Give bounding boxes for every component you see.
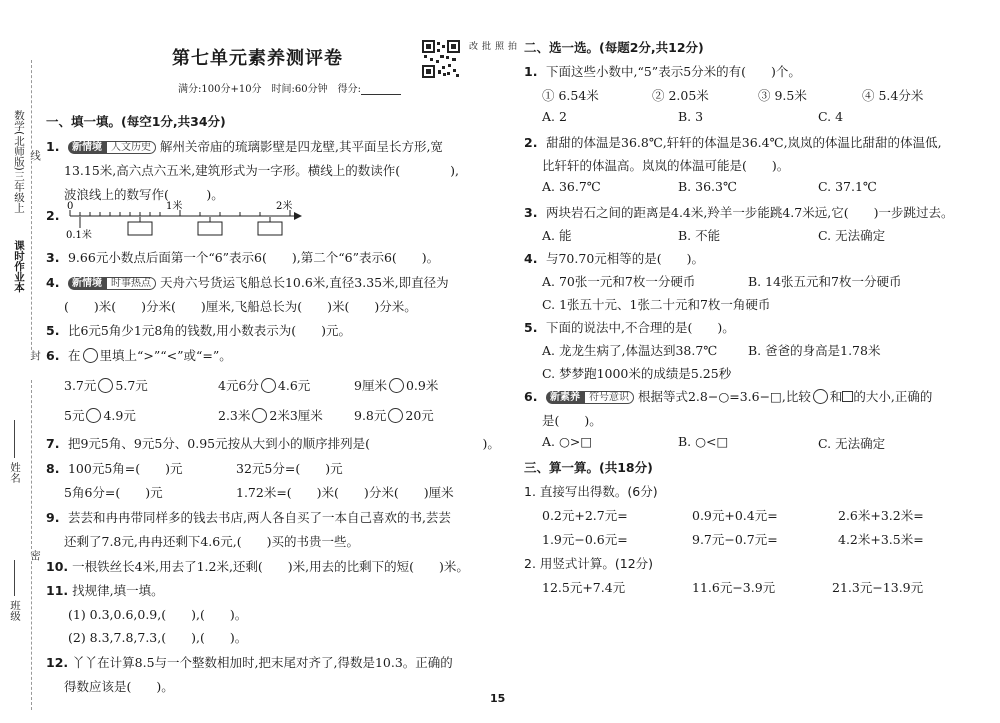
choice-b[interactable]: B. 36.3℃	[678, 179, 737, 194]
q2-line	[46, 208, 64, 223]
question-number: 2.	[524, 135, 538, 150]
compare-left: 2.3米	[218, 408, 251, 423]
cut-dashline	[31, 60, 32, 360]
q1-line-1	[46, 137, 443, 155]
q1-line-2: 13.15米,高六点六五米,建筑形式为一字形。横线上的数读作( ),	[64, 163, 459, 178]
question-text: 在	[67, 348, 81, 363]
q4-line-2: ( )米( )分米( )厘米,飞船总长为( )米( )分米。	[64, 299, 417, 314]
compare-item	[218, 376, 310, 394]
mc1-stem	[524, 62, 801, 80]
ruler-label-0-1m: 0.1米	[66, 230, 92, 241]
question-number: 8.	[46, 461, 60, 476]
item-option: ① 6.54米	[542, 88, 599, 103]
choice-b[interactable]: B. 爸爸的身高是1.78米	[748, 343, 881, 358]
question-text: 一根铁丝长4米,用去了1.2米,还剩( )米,用去的比剩下的短( )米。	[72, 559, 469, 574]
choice-a[interactable]: A. 能	[542, 228, 572, 243]
number-line-diagram	[64, 200, 304, 244]
q8-line-2	[64, 483, 494, 501]
calc-item: 11.6元−3.9元	[692, 580, 776, 595]
choice-b[interactable]: B. ○<□	[678, 434, 729, 449]
compare-right: 4.9元	[103, 408, 136, 423]
question-text: 里填上“>”“<”或“=”。	[99, 348, 232, 363]
calc-item: 4.2米+3.5米=	[838, 532, 924, 547]
choice-c[interactable]: C. 无法确定	[818, 228, 886, 243]
mc4-stem	[524, 249, 704, 267]
qr-code-icon[interactable]	[422, 40, 460, 78]
question-number: 1.	[524, 64, 538, 79]
page-number: 15	[490, 692, 506, 705]
compare-item	[64, 406, 136, 424]
q10-line	[46, 557, 469, 575]
compare-right: 4.6元	[277, 378, 311, 393]
q3-line	[46, 248, 439, 266]
question-number: 4.	[46, 275, 60, 290]
name-label: 姓名	[9, 462, 21, 483]
q11-sub-1: (1) 0.3,0.6,0.9,( ),( )。	[68, 607, 248, 622]
compare-circle[interactable]	[98, 378, 113, 393]
vertical-calc-workspace[interactable]	[542, 600, 982, 690]
question-text: 下面这些小数中,“5”表示5分米的有( )个。	[545, 64, 801, 79]
question-number: 9.	[46, 510, 60, 525]
subject-label: 数学(北师版)三年级上	[13, 110, 25, 213]
question-number: 3.	[46, 250, 60, 265]
badge-tag: 时事热点	[106, 277, 156, 290]
score-field[interactable]	[361, 85, 401, 95]
name-field[interactable]	[14, 420, 15, 458]
compare-left: 9厘米	[354, 378, 387, 393]
conversion-item: 100元5角=( )元	[67, 461, 183, 476]
cut-mark-2: 封	[29, 350, 41, 361]
question-text: 与70.70元相等的是( )。	[545, 251, 705, 266]
brand-label: 课时作业本	[13, 240, 25, 293]
choice-b[interactable]: B. 14张五元和7枚一分硬币	[748, 274, 902, 289]
q1-line-3: 波浪线上的数写作( )。	[64, 187, 224, 202]
q11-sub-2: (2) 8.3,7.8,7.3,( ),( )。	[68, 630, 248, 645]
question-number: 6.	[46, 348, 60, 363]
exam-info	[178, 80, 401, 95]
compare-circle[interactable]	[86, 408, 101, 423]
q5-line	[46, 321, 351, 339]
calc-item: 0.9元+0.4元=	[692, 508, 778, 523]
choice-a[interactable]: A. ○>□	[542, 434, 593, 449]
choice-c[interactable]: C. 梦梦跑1000米的成绩是5.25秒	[542, 366, 732, 381]
section-1-heading: 一、填一填。(每空1分,共34分)	[46, 114, 226, 129]
mc4-choices-2	[542, 295, 770, 313]
calc-q1-stem: 1. 直接写出得数。(6分)	[524, 484, 658, 499]
compare-circle[interactable]	[388, 408, 403, 423]
question-number: 4.	[524, 251, 538, 266]
calc-q2-stem: 2. 用竖式计算。(12分)	[524, 556, 654, 571]
compare-left: 4元6分	[218, 378, 259, 393]
q4-line-1	[46, 273, 449, 291]
choice-a[interactable]: A. 36.7℃	[542, 179, 601, 194]
choice-c[interactable]: C. 4	[818, 109, 844, 124]
compare-item	[354, 406, 434, 424]
calc-item: 21.3元−13.9元	[832, 580, 924, 595]
calc-item: 9.7元−0.7元=	[692, 532, 778, 547]
qr-caption: 拍照批改	[467, 41, 516, 50]
question-number: 12.	[46, 655, 69, 670]
item-option: ④ 5.4分米	[862, 88, 924, 103]
new-context-badge	[68, 274, 156, 289]
compare-item	[354, 376, 438, 394]
question-text: 和	[829, 389, 843, 404]
choice-c[interactable]: C. 1张五十元、1张二十元和7枚一角硬币	[542, 297, 771, 312]
badge-tag: 符号意识	[584, 391, 634, 404]
q12-line-1	[46, 653, 453, 671]
choice-c[interactable]: C. 37.1℃	[818, 179, 877, 194]
question-text: 甜甜的体温是36.8℃,轩轩的体温是36.4℃,岚岚的体温比甜甜的体温低,	[545, 135, 942, 150]
question-text: 9.66元小数点后面第一个“6”表示6( ),第二个“6”表示6( )。	[67, 250, 440, 265]
section-3-heading: 三、算一算。(共18分)	[524, 460, 653, 475]
mc2-stem-2: 比轩轩的体温高。岚岚的体温可能是( )。	[542, 158, 790, 173]
choice-b[interactable]: B. 不能	[678, 228, 721, 243]
square-icon	[842, 391, 853, 402]
question-number: 5.	[524, 320, 538, 335]
q8-line-1	[46, 459, 486, 477]
page-title: 第七单元素养测评卷	[172, 48, 343, 69]
question-number: 5.	[46, 323, 60, 338]
mc5-stem	[524, 318, 735, 336]
calc-item: 12.5元+7.4元	[542, 580, 626, 595]
section-2-heading: 二、选一选。(每题2分,共12分)	[524, 40, 704, 55]
question-text: 丫丫在计算8.5与一个整数相加时,把末尾对齐了,得数是10.3。正确的	[72, 655, 453, 670]
compare-left: 9.8元	[354, 408, 387, 423]
question-text: 比6元5角少1元8角的钱数,用小数表示为( )元。	[67, 323, 352, 338]
question-number: 11.	[46, 583, 69, 598]
question-text: 天舟六号货运飞船总长10.6米,直径3.35米,即直径为	[159, 275, 449, 290]
badge-main: 新情境	[68, 277, 106, 290]
item-option: ② 2.05米	[652, 88, 709, 103]
circle-icon	[813, 389, 828, 404]
class-field[interactable]	[14, 560, 15, 596]
circle-icon	[83, 348, 98, 363]
question-text: 的大小,正确的	[853, 389, 933, 404]
new-literacy-badge	[546, 388, 634, 403]
cut-dashline-lower	[31, 380, 32, 710]
q6-line	[46, 346, 232, 364]
calc-item: 0.2元+2.7元=	[542, 508, 628, 523]
q9-line-1	[46, 508, 451, 526]
mc6-stem-1	[524, 387, 932, 405]
badge-main: 新素养	[546, 391, 584, 404]
compare-circle[interactable]	[261, 378, 276, 393]
question-text: 根据等式2.8−○=3.6−□,比较	[637, 389, 811, 404]
compare-right: 2米3厘米	[269, 408, 323, 423]
question-text: 解州关帝庙的琉璃影壁是四龙壁,其平面呈长方形,宽	[159, 139, 443, 154]
calc-item: 2.6米+3.2米=	[838, 508, 924, 523]
compare-item	[64, 376, 148, 394]
badge-tag: 人文历史	[106, 141, 156, 154]
ruler-tick-0: 0	[67, 201, 74, 212]
question-text: 找规律,填一填。	[72, 583, 164, 598]
question-number: 7.	[46, 436, 60, 451]
compare-right: 20元	[405, 408, 434, 423]
cut-mark-3: 密	[29, 550, 41, 561]
choice-b[interactable]: B. 3	[678, 109, 704, 124]
badge-main: 新情境	[68, 141, 106, 154]
compare-item	[218, 406, 323, 424]
question-number: 10.	[46, 559, 69, 574]
question-number: 1.	[46, 139, 60, 154]
question-text: 芸芸和冉冉带同样多的钱去书店,两人各自买了一本自己喜欢的书,芸芸	[67, 510, 451, 525]
q12-line-2: 得数应该是( )。	[64, 679, 174, 694]
compare-right: 0.9米	[405, 378, 439, 393]
compare-left: 5元	[64, 408, 85, 423]
question-text: 把9元5角、9元5分、0.95元按从大到小的顺序排列是( )。	[67, 436, 500, 451]
compare-left: 3.7元	[64, 378, 97, 393]
compare-circle[interactable]	[252, 408, 267, 423]
calc-item: 1.9元−0.6元=	[542, 532, 628, 547]
compare-right: 5.7元	[115, 378, 148, 393]
question-number: 3.	[524, 205, 538, 220]
cut-mark-1: 线	[29, 150, 41, 161]
exam-info-text: 满分:100分+10分 时间:60分钟 得分:	[178, 84, 362, 95]
question-text: 两块岩石之间的距离是4.4米,羚羊一步能跳4.7米远,它( )一步跳过去。	[545, 205, 954, 220]
q9-line-2: 还剩了7.8元,冉冉还剩下4.6元,( )买的书贵一些。	[64, 534, 359, 549]
question-number: 6.	[524, 389, 538, 404]
choice-c[interactable]: C. 无法确定	[818, 436, 886, 451]
conversion-item: 5角6分=( )元	[64, 485, 163, 500]
question-text: 下面的说法中,不合理的是( )。	[545, 320, 735, 335]
class-label: 班级	[9, 600, 21, 621]
new-context-badge	[68, 138, 156, 153]
ruler-tick-2m: 2米	[276, 201, 293, 212]
question-number: 2.	[46, 208, 60, 223]
choice-a[interactable]: A. 龙龙生病了,体温达到38.7℃	[542, 343, 718, 358]
compare-circle[interactable]	[389, 378, 404, 393]
q7-line	[46, 434, 500, 452]
item-option: ③ 9.5米	[758, 88, 807, 103]
choice-a[interactable]: A. 70张一元和7枚一分硬币	[542, 274, 696, 289]
mc6-stem-2: 是( )。	[542, 413, 602, 428]
choice-a[interactable]: A. 2	[542, 109, 567, 124]
mc5-choices-2	[542, 364, 731, 382]
conversion-item: 1.72米=( )米( )分米( )厘米	[236, 485, 454, 500]
conversion-item: 32元5分=( )元	[236, 461, 343, 476]
mc2-stem-1	[524, 133, 942, 151]
binding-margin	[0, 0, 42, 723]
q11-line	[46, 581, 164, 599]
ruler-tick-1m: 1米	[166, 201, 183, 212]
mc3-stem	[524, 203, 953, 221]
